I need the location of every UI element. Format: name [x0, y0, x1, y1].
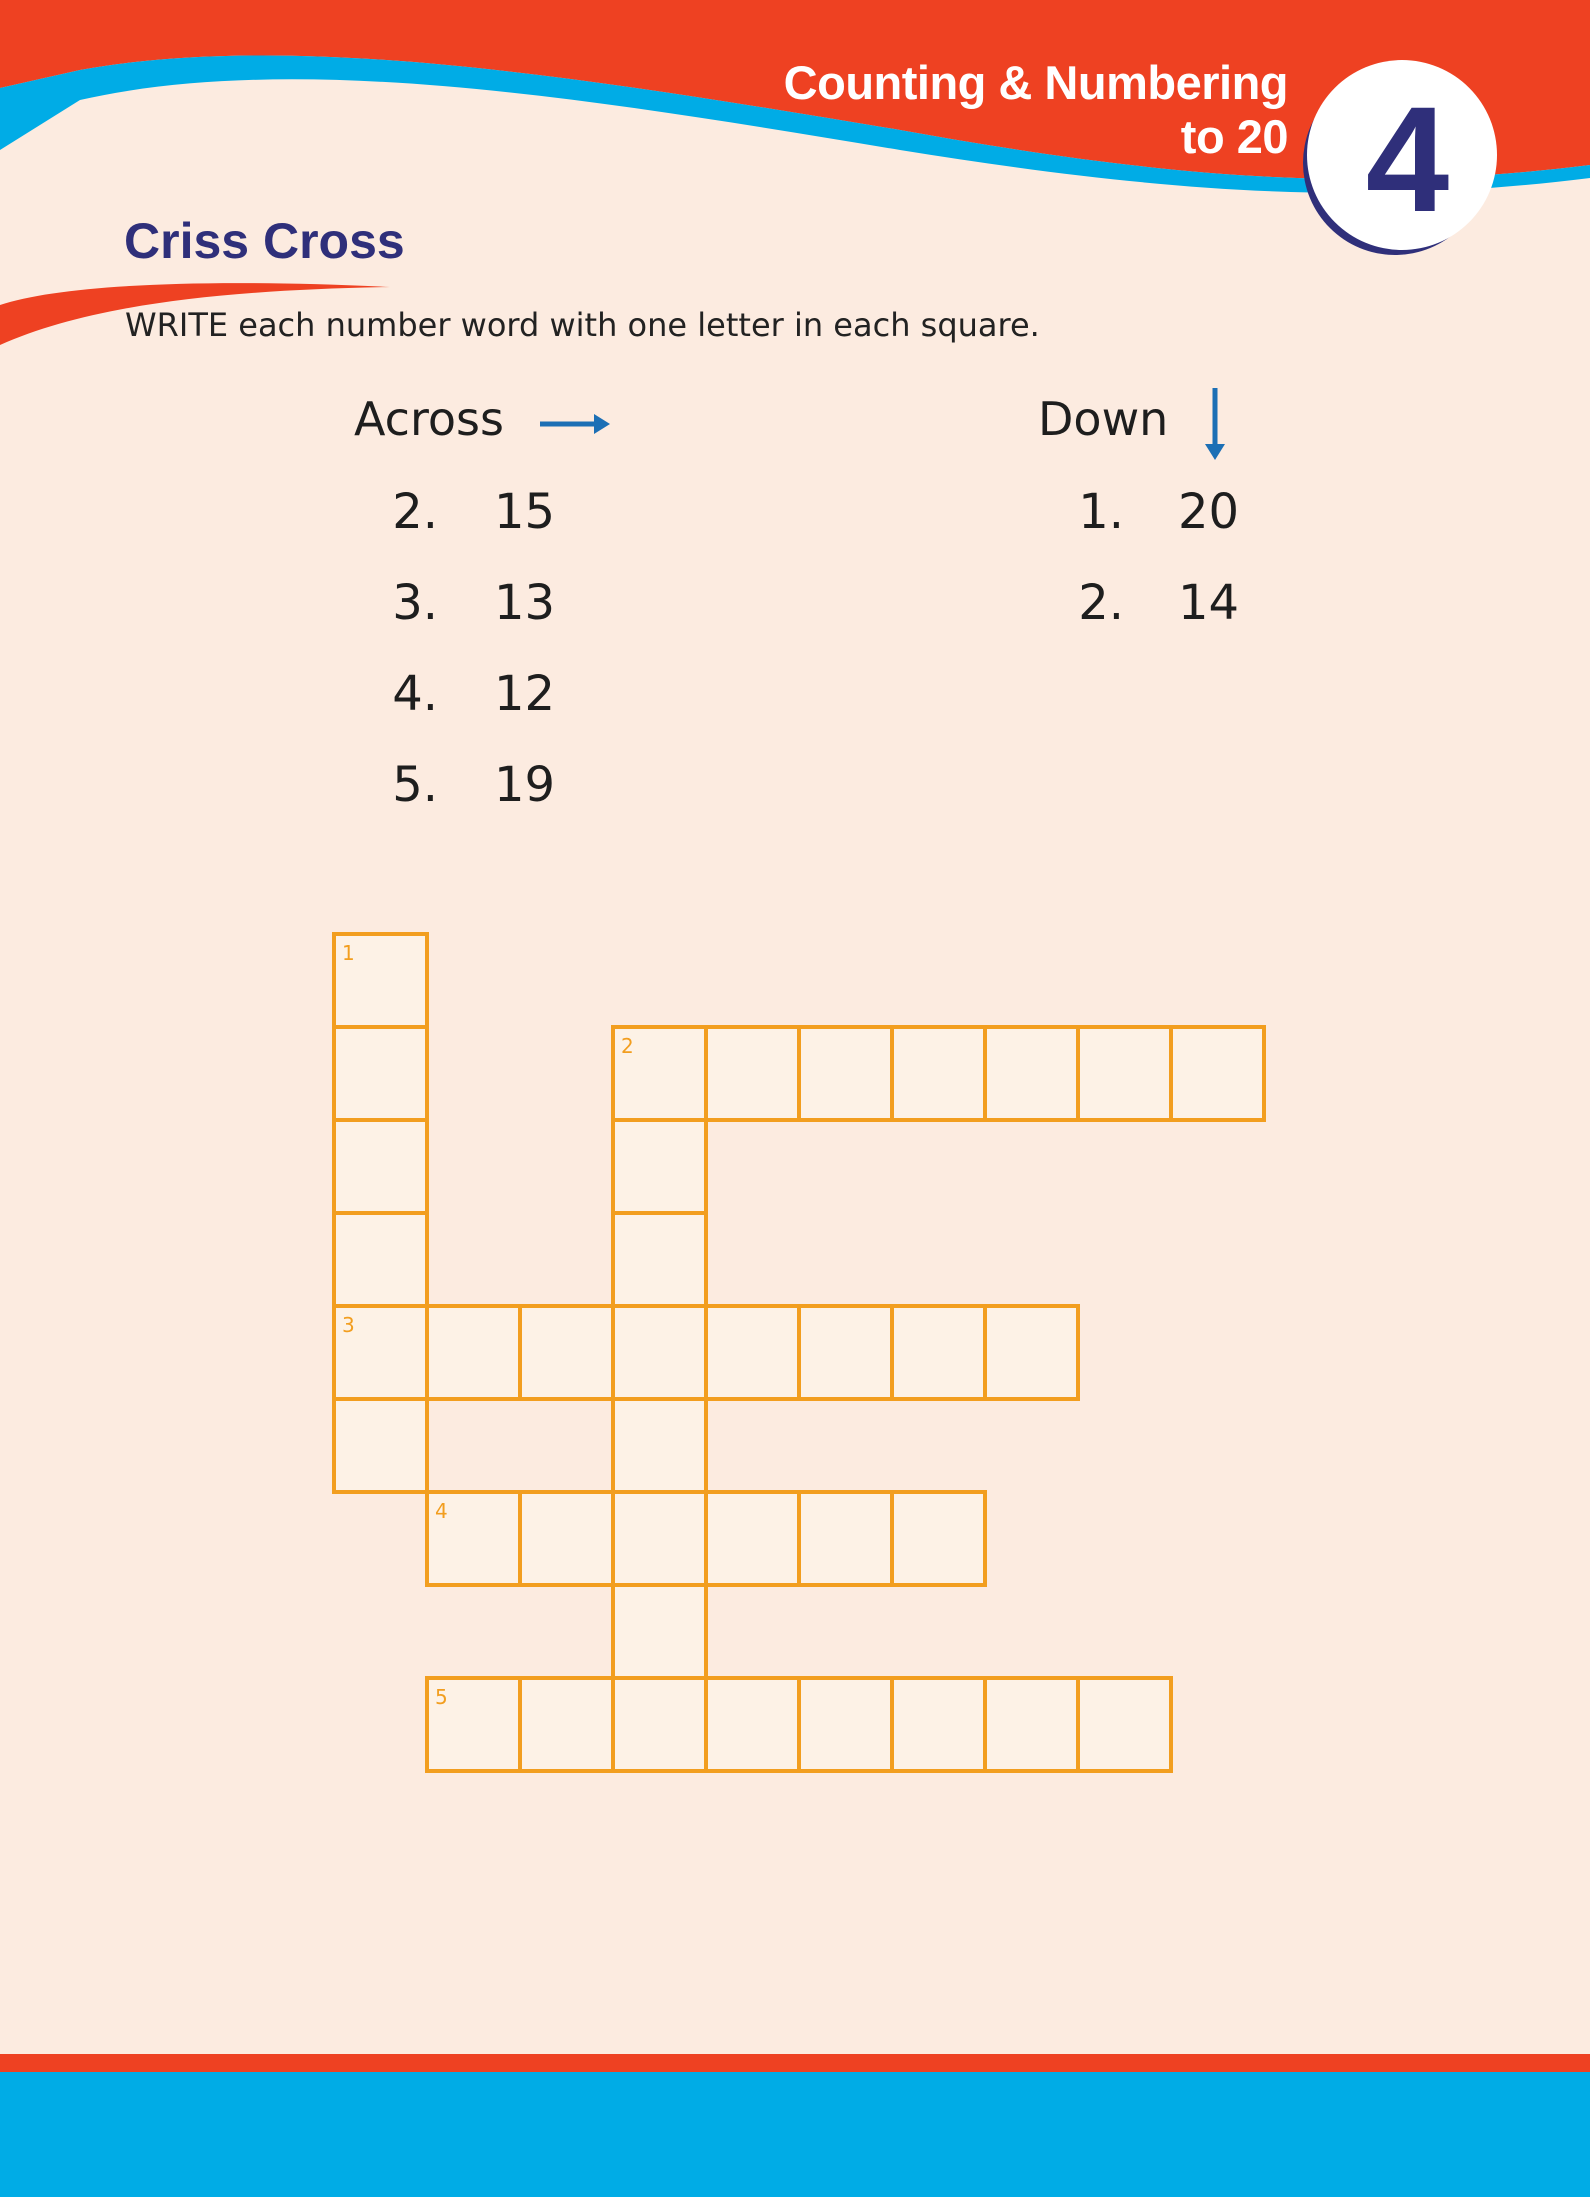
- crossword-cell[interactable]: [613, 1120, 706, 1213]
- down-clue-value: 20: [1178, 484, 1240, 540]
- down-heading: Down: [1038, 392, 1169, 446]
- crossword-clue-label: 3: [342, 1313, 355, 1337]
- crossword-cell[interactable]: [892, 1027, 985, 1120]
- crossword-cell[interactable]: [706, 1678, 799, 1771]
- footer-blue-band: [0, 2072, 1590, 2197]
- crossword-cell[interactable]: [613, 1306, 706, 1399]
- crossword-cell[interactable]: [613, 1213, 706, 1306]
- crossword-cell[interactable]: [520, 1306, 613, 1399]
- crossword-cell[interactable]: [613, 1585, 706, 1678]
- crossword-cell[interactable]: [520, 1492, 613, 1585]
- across-clue-number: 3.: [392, 575, 438, 631]
- down-clue-value: 14: [1178, 575, 1240, 631]
- crossword-cell[interactable]: [985, 1306, 1078, 1399]
- crossword-cell[interactable]: [1078, 1027, 1171, 1120]
- footer-red-band: [0, 2054, 1590, 2072]
- across-clue-value: 19: [494, 757, 556, 813]
- down-clue-number: 1.: [1078, 484, 1124, 540]
- crossword-cell[interactable]: [892, 1678, 985, 1771]
- crossword-cell[interactable]: [1078, 1678, 1171, 1771]
- unit-title-line2: to 20: [1180, 110, 1288, 163]
- crossword-cell[interactable]: [334, 1120, 427, 1213]
- crossword-cell[interactable]: [706, 1027, 799, 1120]
- across-heading: Across: [354, 392, 504, 446]
- crossword-cell[interactable]: [799, 1306, 892, 1399]
- right-arrow-icon: [538, 411, 612, 437]
- crossword-clue-label: 5: [435, 1685, 448, 1709]
- crossword-cell[interactable]: [1171, 1027, 1264, 1120]
- down-clue-number: 2.: [1078, 575, 1124, 631]
- across-clue-number: 5.: [392, 757, 438, 813]
- unit-title-line1: Counting & Numbering: [783, 56, 1288, 109]
- unit-title: [784, 56, 1288, 164]
- instructions-text: WRITE each number word with one letter in each square.: [125, 306, 1040, 344]
- down-arrow-icon: [1202, 386, 1228, 462]
- chapter-number: 4: [1365, 75, 1450, 243]
- across-clue-value: 13: [494, 575, 556, 631]
- crossword-cell[interactable]: [520, 1678, 613, 1771]
- crossword-cell[interactable]: [334, 1027, 427, 1120]
- across-clue-number: 2.: [392, 484, 438, 540]
- crossword-cell[interactable]: [334, 934, 427, 1027]
- crossword-cell[interactable]: [985, 1027, 1078, 1120]
- across-clue-number: 4.: [392, 666, 438, 722]
- crossword-clue-label: 4: [435, 1499, 448, 1523]
- crossword-cell[interactable]: [799, 1027, 892, 1120]
- across-clue-value: 12: [494, 666, 556, 722]
- crossword-cell[interactable]: [613, 1678, 706, 1771]
- crossword-cell[interactable]: [334, 1213, 427, 1306]
- crossword-cell[interactable]: [334, 1306, 427, 1399]
- crossword-cell[interactable]: [613, 1027, 706, 1120]
- crossword-cell[interactable]: [427, 1306, 520, 1399]
- crossword-cell[interactable]: [799, 1678, 892, 1771]
- crossword-cell[interactable]: [706, 1492, 799, 1585]
- activity-title: Criss Cross: [124, 213, 405, 269]
- crossword-cell[interactable]: [334, 1399, 427, 1492]
- crossword-cell[interactable]: [892, 1492, 985, 1585]
- crossword-cell[interactable]: [799, 1492, 892, 1585]
- crossword-cell[interactable]: [706, 1306, 799, 1399]
- crossword-cell[interactable]: [613, 1492, 706, 1585]
- crossword-cell[interactable]: [892, 1306, 985, 1399]
- crossword-clue-label: 2: [621, 1034, 634, 1058]
- crossword-cell[interactable]: [613, 1399, 706, 1492]
- across-clue-value: 15: [494, 484, 556, 540]
- crossword-cell[interactable]: [985, 1678, 1078, 1771]
- crossword-cell[interactable]: [427, 1678, 520, 1771]
- crossword-clue-label: 1: [342, 941, 355, 965]
- crossword-cell[interactable]: [427, 1492, 520, 1585]
